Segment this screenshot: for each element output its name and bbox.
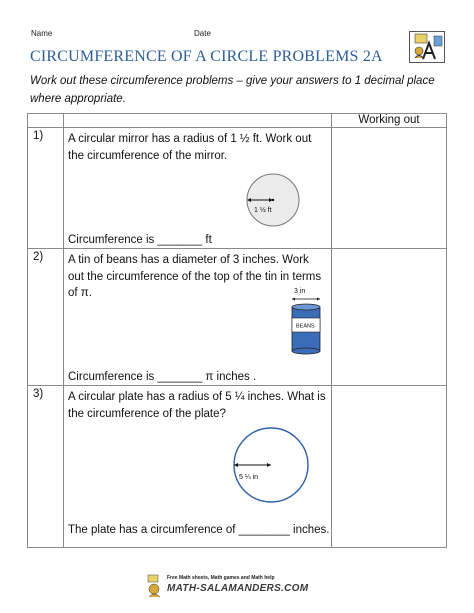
radius-label: 1 ½ ft: [254, 207, 272, 214]
answer-line: Circumference is _______ ft: [68, 234, 212, 246]
tin-label: BEANS: [296, 323, 315, 330]
working-out-cell[interactable]: [332, 386, 447, 548]
answer-line: Circumference is _______ π inches .: [68, 371, 257, 383]
table-header-row: [28, 114, 447, 128]
footer-site-link[interactable]: MATH-SALAMANDERS.COM: [167, 583, 309, 594]
question-cell: [64, 386, 332, 548]
footer-tagline: Free Math sheets, Math games and Math help: [167, 575, 275, 581]
question-text: A circular plate has a radius of 5 ¼ inches. What is the circumference of the plate?: [68, 391, 326, 420]
question-number: 2): [28, 249, 64, 386]
tin-can-diagram: [282, 285, 332, 361]
instructions: Work out these circumference problems – give your answers to 1 decimal place where appropriate.: [30, 75, 435, 105]
question-number: 1): [28, 128, 64, 249]
number-header-cell: [28, 114, 64, 128]
question-row-2: [28, 249, 447, 386]
name-label: Name: [31, 29, 53, 38]
question-cell: [64, 249, 332, 386]
date-label: Date: [194, 29, 211, 38]
working-out-cell[interactable]: [332, 128, 447, 249]
problems-table: [27, 113, 447, 548]
working-out-cell[interactable]: [332, 249, 447, 386]
working-out-header: Working out: [332, 114, 447, 128]
radius-label: 5 ¼ in: [239, 474, 259, 481]
diameter-label: 3 in: [294, 288, 306, 295]
question-row-1: [28, 128, 447, 249]
answer-line: The plate has a circumference of ________ inches.: [68, 524, 330, 536]
question-header-cell: [64, 114, 332, 128]
question-text: A circular mirror has a radius of 1 ½ ft. Work out the circumference of the mirror.: [68, 133, 312, 162]
worksheet-title: CIRCUMFERENCE OF A CIRCLE PROBLEMS 2A: [30, 48, 383, 65]
question-cell: [64, 128, 332, 249]
salamander-footer-icon: [146, 574, 166, 598]
question-row-3: [28, 386, 447, 548]
plate-circle-diagram: [229, 424, 313, 508]
salamander-logo-icon: [409, 31, 445, 63]
question-text: A tin of beans has a diameter of 3 inches. Work out the circumference of the top of the tin in terms of π.: [68, 254, 322, 299]
mirror-circle-diagram: [242, 170, 304, 232]
question-number: 3): [28, 386, 64, 548]
